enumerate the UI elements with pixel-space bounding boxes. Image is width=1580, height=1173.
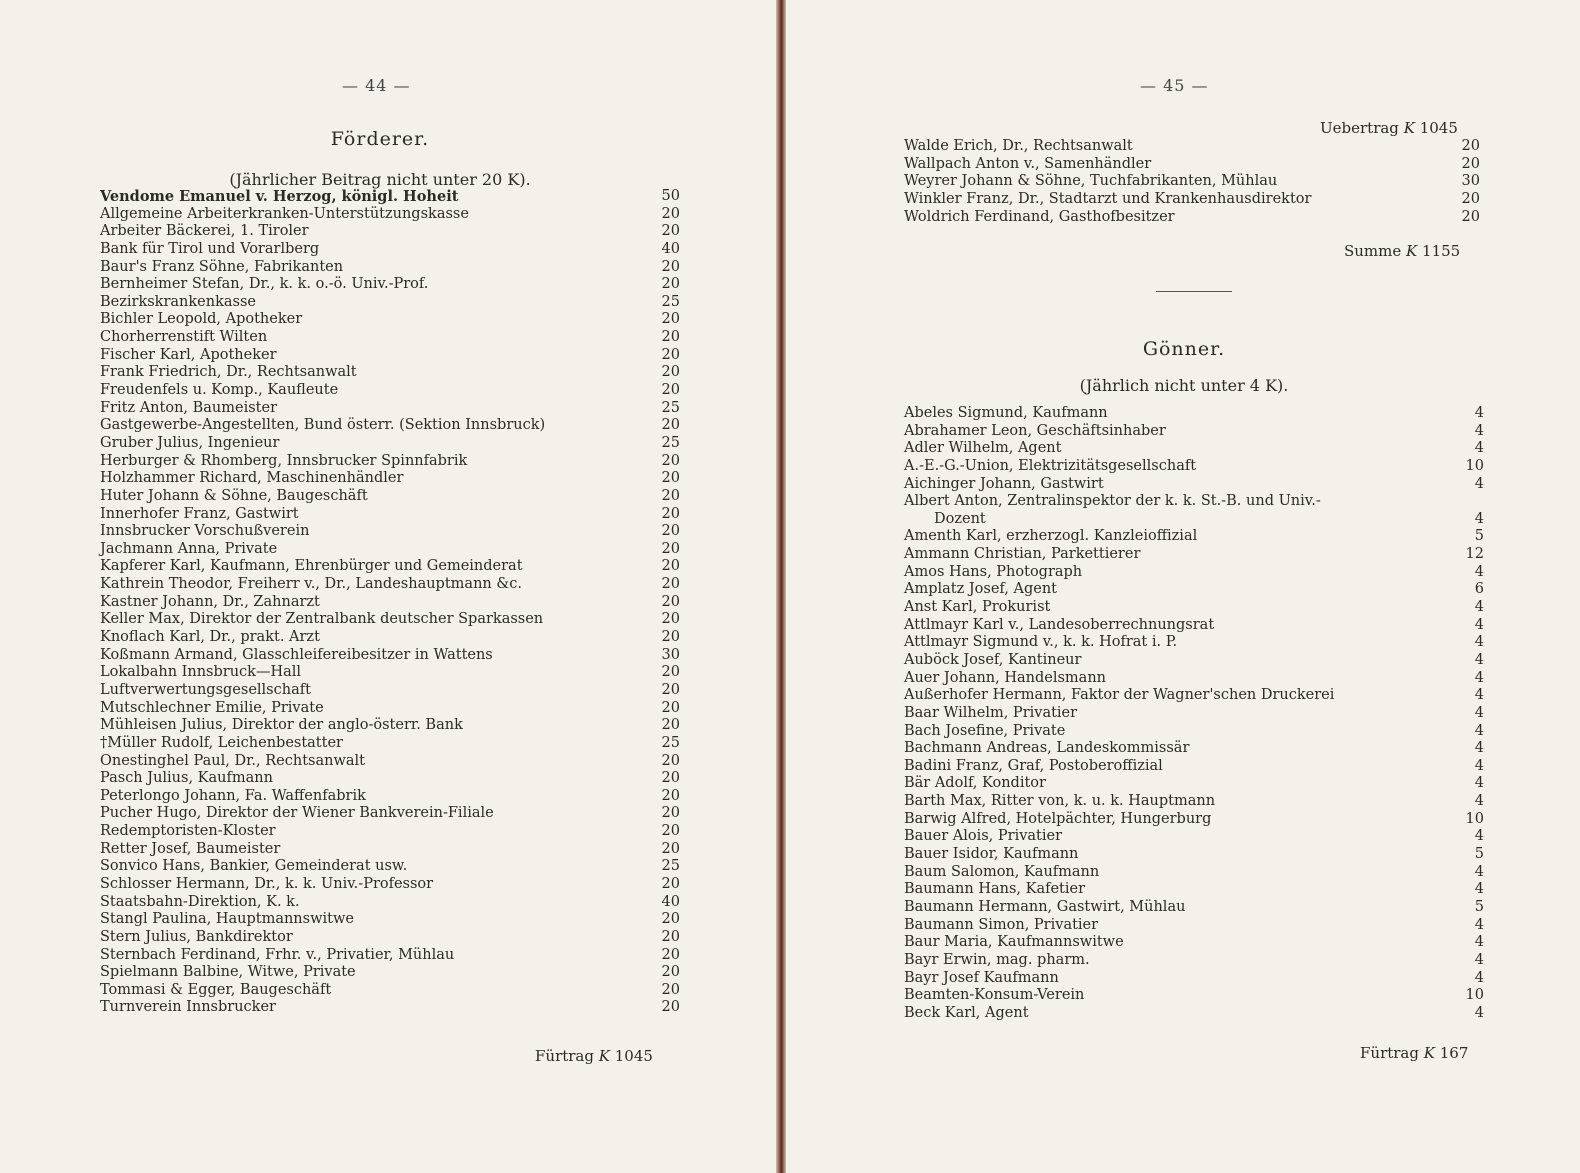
donor-name: Huter Johann & Söhne, Baugeschäft xyxy=(100,487,368,504)
donor-name: Abeles Sigmund, Kaufmann xyxy=(904,405,1108,421)
list-item xyxy=(904,599,1484,617)
list-item xyxy=(904,617,1484,635)
book-gutter xyxy=(776,0,786,1173)
donor-amount: 20 xyxy=(661,452,680,469)
donor-name: Amplatz Josef, Agent xyxy=(904,581,1057,598)
list-item xyxy=(100,682,680,700)
carry-value: 1045 xyxy=(1419,119,1458,137)
footer-currency: K xyxy=(1423,1044,1435,1062)
donor-name: Abrahamer Leon, Geschäftsinhaber xyxy=(904,422,1166,439)
donor-amount: 20 xyxy=(661,875,680,892)
list-item xyxy=(904,775,1484,793)
list-item xyxy=(904,581,1484,599)
donor-name: Luftverwertungsgesellschaft xyxy=(100,681,311,698)
donor-name: Anst Karl, Prokurist xyxy=(904,599,1051,616)
donor-name: Lokalbahn Innsbruck—Hall xyxy=(100,664,302,681)
donor-name: Auböck Josef, Kantineur xyxy=(904,651,1082,668)
donor-name: Adler Wilhelm, Agent xyxy=(904,440,1062,457)
list-item xyxy=(904,156,1480,174)
donor-name: Pucher Hugo, Direktor der Wiener Bankverein-Filiale xyxy=(100,805,494,822)
right-page xyxy=(786,0,1580,1173)
donor-name: Staatsbahn-Direktion, K. k. xyxy=(100,893,300,910)
donor-name: Keller Max, Direktor der Zentralbank deutscher Sparkassen xyxy=(100,611,544,628)
list-item xyxy=(904,458,1484,476)
donor-name: Fischer Karl, Apotheker xyxy=(100,346,277,363)
list-item xyxy=(100,805,680,823)
list-item xyxy=(100,823,680,841)
donor-name: Bichler Leopold, Apotheker xyxy=(100,311,303,328)
donor-amount: 20 xyxy=(661,558,680,575)
donor-amount: 4 xyxy=(1474,510,1484,527)
donor-name: Bachmann Andreas, Landeskommissär xyxy=(904,740,1190,757)
list-item xyxy=(100,188,680,206)
donor-amount: 20 xyxy=(661,523,680,540)
donor-amount: 20 xyxy=(661,981,680,998)
section-divider xyxy=(1156,291,1232,292)
donor-name: Aichinger Johann, Gastwirt xyxy=(904,475,1104,492)
donor-name: Attlmayr Sigmund v., k. k. Hofrat i. P. xyxy=(904,634,1178,651)
list-item xyxy=(100,717,680,735)
section-subtitle-foerderer: (Jährlicher Beitrag nicht unter 20 K). xyxy=(229,170,531,189)
donor-amount: 30 xyxy=(661,646,680,663)
list-item xyxy=(100,276,680,294)
list-item xyxy=(100,576,680,594)
donor-amount: 25 xyxy=(661,858,680,875)
donor-amount: 4 xyxy=(1474,828,1484,845)
list-item xyxy=(904,723,1484,741)
donor-amount: 20 xyxy=(661,611,680,628)
donor-list-foerderer xyxy=(100,188,680,1017)
list-item xyxy=(100,700,680,718)
donor-amount: 4 xyxy=(1474,775,1484,792)
donor-amount: 20 xyxy=(661,911,680,928)
list-item xyxy=(100,259,680,277)
donor-name: Redemptoristen-Kloster xyxy=(100,823,276,840)
list-item xyxy=(100,435,680,453)
donor-amount: 20 xyxy=(661,770,680,787)
donor-name: Attlmayr Karl v., Landesoberrechnungsrat xyxy=(904,616,1215,633)
donor-amount: 4 xyxy=(1474,793,1484,810)
list-item xyxy=(100,664,680,682)
donor-name: Bauer Alois, Privatier xyxy=(904,828,1063,845)
donor-amount: 20 xyxy=(661,417,680,434)
donor-amount: 4 xyxy=(1474,740,1484,757)
list-item xyxy=(100,876,680,894)
section-title-foerderer: Förderer. xyxy=(330,128,430,150)
donor-name: Bayr Josef Kaufmann xyxy=(904,969,1059,986)
list-item xyxy=(100,788,680,806)
donor-name: Bär Adolf, Konditor xyxy=(904,775,1046,792)
donor-name: Spielmann Balbine, Witwe, Private xyxy=(100,964,356,981)
section-sum-summe xyxy=(1344,242,1460,260)
donor-amount: 4 xyxy=(1474,757,1484,774)
list-item xyxy=(904,405,1484,423)
donor-amount: 4 xyxy=(1474,951,1484,968)
donor-name: Winkler Franz, Dr., Stadtarzt und Krankenhausdirektor xyxy=(904,190,1312,207)
list-item xyxy=(904,1005,1484,1023)
list-item xyxy=(100,470,680,488)
donor-name: Pasch Julius, Kaufmann xyxy=(100,770,273,787)
donor-amount: 4 xyxy=(1474,634,1484,651)
donor-name: Schlosser Hermann, Dr., k. k. Univ.-Professor xyxy=(100,875,434,892)
donor-amount: 20 xyxy=(661,664,680,681)
donor-name: Bach Josefine, Private xyxy=(904,722,1066,739)
list-item xyxy=(904,564,1484,582)
list-item xyxy=(904,209,1480,227)
donor-name: Retter Josef, Baumeister xyxy=(100,840,281,857)
donor-name: Bayr Erwin, mag. pharm. xyxy=(904,951,1090,968)
donor-amount: 4 xyxy=(1474,704,1484,721)
carry-label: Uebertrag xyxy=(1320,119,1399,137)
donor-name: Baumann Hermann, Gastwirt, Mühlau xyxy=(904,898,1186,915)
list-item xyxy=(100,999,680,1017)
list-item xyxy=(904,758,1484,776)
donor-amount: 4 xyxy=(1474,599,1484,616)
list-item xyxy=(100,329,680,347)
list-item xyxy=(904,191,1480,209)
donor-amount: 25 xyxy=(661,293,680,310)
list-item xyxy=(100,453,680,471)
list-item xyxy=(904,511,1484,529)
sum-currency: K xyxy=(1406,242,1418,260)
list-item xyxy=(904,899,1484,917)
donor-amount: 20 xyxy=(661,576,680,593)
donor-amount: 20 xyxy=(661,311,680,328)
donor-name: Baumann Simon, Privatier xyxy=(904,916,1099,933)
donor-name: Gastgewerbe-Angestellten, Bund österr. (Sektion Innsbruck) xyxy=(100,417,546,434)
carry-over-uebertrag xyxy=(1320,119,1458,137)
donor-name: Freudenfels u. Komp., Kaufleute xyxy=(100,382,339,399)
donor-name: Weyrer Johann & Söhne, Tuchfabrikanten, Mühlau xyxy=(904,173,1278,190)
donor-amount: 20 xyxy=(661,540,680,557)
donor-name: Bank für Tirol und Vorarlberg xyxy=(100,240,320,257)
list-item xyxy=(904,634,1484,652)
list-item xyxy=(100,894,680,912)
donor-name: Peterlongo Johann, Fa. Waffenfabrik xyxy=(100,787,366,804)
donor-name: Kapferer Karl, Kaufmann, Ehrenbürger und Gemeinderat xyxy=(100,558,523,575)
donor-amount: 20 xyxy=(661,629,680,646)
donor-amount: 10 xyxy=(1465,457,1484,474)
list-item xyxy=(904,934,1484,952)
list-item xyxy=(100,611,680,629)
donor-list-foerderer-continued xyxy=(904,138,1480,226)
donor-amount: 10 xyxy=(1465,810,1484,827)
list-item xyxy=(904,670,1484,688)
donor-amount: 40 xyxy=(661,240,680,257)
donor-name: Innsbrucker Vorschußverein xyxy=(100,523,310,540)
donor-name: Amenth Karl, erzherzogl. Kanzleioffizial xyxy=(904,528,1198,545)
donor-name: Amos Hans, Photograph xyxy=(904,563,1083,580)
donor-name: Badini Franz, Graf, Postoberoffizial xyxy=(904,757,1163,774)
list-item xyxy=(100,911,680,929)
list-item xyxy=(904,740,1484,758)
list-item xyxy=(904,864,1484,882)
list-item xyxy=(100,241,680,259)
donor-name: Mühleisen Julius, Direktor der anglo-österr. Bank xyxy=(100,717,463,734)
list-item xyxy=(100,558,680,576)
donor-amount: 20 xyxy=(661,258,680,275)
donor-name: Baum Salomon, Kaufmann xyxy=(904,863,1100,880)
donor-amount: 20 xyxy=(661,964,680,981)
donor-amount: 20 xyxy=(661,329,680,346)
donor-amount: 20 xyxy=(661,593,680,610)
list-item xyxy=(100,770,680,788)
donor-name: Holzhammer Richard, Maschinenhändler xyxy=(100,470,404,487)
donor-amount: 20 xyxy=(661,382,680,399)
donor-amount: 20 xyxy=(661,805,680,822)
list-item xyxy=(100,347,680,365)
list-item xyxy=(100,735,680,753)
donor-name: Vendome Emanuel v. Herzog, königl. Hoheit xyxy=(100,188,459,205)
donor-name: Außerhofer Hermann, Faktor der Wagner'schen Druckerei xyxy=(904,687,1335,704)
list-item xyxy=(100,400,680,418)
list-item xyxy=(100,294,680,312)
list-item xyxy=(100,311,680,329)
donor-amount: 20 xyxy=(661,840,680,857)
donor-amount: 5 xyxy=(1474,846,1484,863)
list-item xyxy=(100,929,680,947)
donor-amount: 4 xyxy=(1474,934,1484,951)
list-item xyxy=(100,382,680,400)
donor-name: Kathrein Theodor, Freiherr v., Dr., Landeshauptmann &c. xyxy=(100,576,522,593)
footer-label: Fürtrag xyxy=(535,1047,594,1065)
list-item xyxy=(904,705,1484,723)
list-item xyxy=(904,173,1480,191)
donor-amount: 4 xyxy=(1474,881,1484,898)
footer-value: 1045 xyxy=(614,1047,653,1065)
donor-name: Tommasi & Egger, Baugeschäft xyxy=(100,981,332,998)
donor-list-goenner xyxy=(904,405,1484,1022)
donor-amount: 10 xyxy=(1465,987,1484,1004)
list-item xyxy=(100,541,680,559)
donor-amount: 20 xyxy=(661,681,680,698)
donor-name: Onestinghel Paul, Dr., Rechtsanwalt xyxy=(100,752,365,769)
list-item xyxy=(904,687,1484,705)
donor-name: Barwig Alfred, Hotelpächter, Hungerburg xyxy=(904,810,1212,827)
donor-amount: 20 xyxy=(661,205,680,222)
list-item xyxy=(904,811,1484,829)
list-item xyxy=(100,206,680,224)
donor-name: Stangl Paulina, Hauptmannswitwe xyxy=(100,911,354,928)
donor-amount: 25 xyxy=(661,734,680,751)
donor-amount: 20 xyxy=(661,699,680,716)
donor-name: Arbeiter Bäckerei, 1. Tiroler xyxy=(100,223,309,240)
donor-amount: 4 xyxy=(1474,687,1484,704)
donor-amount: 20 xyxy=(661,346,680,363)
donor-name: Beamten-Konsum-Verein xyxy=(904,987,1085,1004)
section-title-goenner: Gönner. xyxy=(1142,338,1226,360)
list-item xyxy=(904,952,1484,970)
page-number-44: — 44 — xyxy=(342,76,411,95)
donor-amount: 25 xyxy=(661,434,680,451)
sum-value: 1155 xyxy=(1422,242,1461,260)
donor-amount: 20 xyxy=(661,364,680,381)
donor-name: Walde Erich, Dr., Rechtsanwalt xyxy=(904,138,1133,154)
donor-name: Sonvico Hans, Bankier, Gemeinderat usw. xyxy=(100,858,408,875)
donor-name: Auer Johann, Handelsmann xyxy=(904,669,1106,686)
donor-amount: 20 xyxy=(661,787,680,804)
donor-name: Albert Anton, Zentralinspektor der k. k. St.-B. und Univ.- xyxy=(904,493,1321,510)
donor-amount: 20 xyxy=(661,276,680,293)
donor-amount: 4 xyxy=(1474,651,1484,668)
list-item xyxy=(904,546,1484,564)
donor-name: Baumann Hans, Kafetier xyxy=(904,881,1086,898)
donor-name: Herburger & Rhomberg, Innsbrucker Spinnfabrik xyxy=(100,452,468,469)
donor-name: Bezirkskrankenkasse xyxy=(100,293,256,310)
donor-amount: 20 xyxy=(661,223,680,240)
page-number-45: — 45 — xyxy=(1140,76,1209,95)
sum-label: Summe xyxy=(1344,242,1402,260)
footer-label: Fürtrag xyxy=(1360,1044,1419,1062)
carry-currency: K xyxy=(1403,119,1415,137)
donor-amount: 4 xyxy=(1474,563,1484,580)
list-item xyxy=(904,440,1484,458)
list-item xyxy=(100,364,680,382)
donor-amount: 4 xyxy=(1474,440,1484,457)
donor-name: Sternbach Ferdinand, Frhr. v., Privatier, Mühlau xyxy=(100,946,455,963)
donor-name: Dozent xyxy=(934,510,986,527)
donor-name: Barth Max, Ritter von, k. u. k. Hauptmann xyxy=(904,793,1216,810)
donor-amount: 4 xyxy=(1474,722,1484,739)
list-item xyxy=(100,629,680,647)
donor-name: Allgemeine Arbeiterkranken-Unterstützungskasse xyxy=(100,205,469,222)
list-item xyxy=(100,647,680,665)
donor-name: Turnverein Innsbrucker xyxy=(100,999,276,1016)
donor-amount: 20 xyxy=(1461,208,1480,225)
donor-amount: 4 xyxy=(1474,475,1484,492)
donor-name: Bernheimer Stefan, Dr., k. k. o.-ö. Univ.-Prof. xyxy=(100,276,429,293)
donor-name: Baur's Franz Söhne, Fabrikanten xyxy=(100,258,344,275)
list-item xyxy=(100,964,680,982)
list-item xyxy=(904,917,1484,935)
donor-amount: 6 xyxy=(1474,581,1484,598)
list-item xyxy=(100,488,680,506)
donor-name: Fritz Anton, Baumeister xyxy=(100,399,278,416)
donor-amount: 20 xyxy=(661,717,680,734)
donor-amount: 20 xyxy=(661,928,680,945)
list-item xyxy=(904,793,1484,811)
donor-amount: 4 xyxy=(1474,422,1484,439)
list-item xyxy=(904,493,1484,511)
donor-name: A.-E.-G.-Union, Elektrizitätsgesellschaft xyxy=(904,457,1197,474)
donor-name: Wallpach Anton v., Samenhändler xyxy=(904,155,1152,172)
donor-name: Frank Friedrich, Dr., Rechtsanwalt xyxy=(100,364,357,381)
donor-amount: 4 xyxy=(1474,616,1484,633)
donor-amount: 4 xyxy=(1474,669,1484,686)
donor-amount: 40 xyxy=(661,893,680,910)
donor-name: Mutschlechner Emilie, Private xyxy=(100,699,324,716)
footer-currency: K xyxy=(598,1047,610,1065)
donor-amount: 12 xyxy=(1465,546,1484,563)
list-item xyxy=(100,523,680,541)
list-item xyxy=(904,881,1484,899)
list-item xyxy=(904,652,1484,670)
donor-name: Knoflach Karl, Dr., prakt. Arzt xyxy=(100,629,320,646)
footer-value: 167 xyxy=(1439,1044,1469,1062)
donor-amount: 4 xyxy=(1474,863,1484,880)
page-footer-fuertrag xyxy=(535,1047,653,1065)
list-item xyxy=(904,476,1484,494)
donor-amount: 5 xyxy=(1474,528,1484,545)
donor-amount: 20 xyxy=(661,823,680,840)
donor-name: Chorherrenstift Wilten xyxy=(100,329,268,346)
left-page xyxy=(0,0,776,1173)
list-item xyxy=(100,506,680,524)
donor-amount: 50 xyxy=(661,188,680,204)
list-item xyxy=(904,846,1484,864)
donor-amount: 20 xyxy=(1461,190,1480,207)
donor-amount: 4 xyxy=(1474,405,1484,421)
page-footer-fuertrag-right xyxy=(1360,1044,1468,1062)
donor-amount: 20 xyxy=(1461,138,1480,154)
donor-name: †Müller Rudolf, Leichenbestatter xyxy=(100,734,343,751)
list-item xyxy=(100,594,680,612)
donor-amount: 20 xyxy=(1461,155,1480,172)
donor-amount: 30 xyxy=(1461,173,1480,190)
donor-name: Innerhofer Franz, Gastwirt xyxy=(100,505,299,522)
donor-name: Ammann Christian, Parkettierer xyxy=(904,546,1141,563)
list-item xyxy=(100,841,680,859)
list-item xyxy=(100,223,680,241)
list-item xyxy=(904,528,1484,546)
list-item xyxy=(904,987,1484,1005)
donor-amount: 5 xyxy=(1474,898,1484,915)
donor-name: Gruber Julius, Ingenieur xyxy=(100,434,280,451)
list-item xyxy=(904,138,1480,156)
list-item xyxy=(100,858,680,876)
list-item xyxy=(100,417,680,435)
donor-amount: 20 xyxy=(661,752,680,769)
donor-amount: 20 xyxy=(661,487,680,504)
list-item xyxy=(904,423,1484,441)
donor-name: Bauer Isidor, Kaufmann xyxy=(904,846,1079,863)
donor-name: Jachmann Anna, Private xyxy=(100,540,278,557)
donor-name: Woldrich Ferdinand, Gasthofbesitzer xyxy=(904,208,1175,225)
donor-amount: 20 xyxy=(661,470,680,487)
donor-name: Kastner Johann, Dr., Zahnarzt xyxy=(100,593,320,610)
donor-amount: 4 xyxy=(1474,1004,1484,1021)
donor-name: Koßmann Armand, Glasschleifereibesitzer in Wattens xyxy=(100,646,493,663)
donor-amount: 20 xyxy=(661,999,680,1016)
donor-amount: 25 xyxy=(661,399,680,416)
donor-amount: 4 xyxy=(1474,969,1484,986)
donor-name: Beck Karl, Agent xyxy=(904,1004,1029,1021)
list-item xyxy=(100,982,680,1000)
donor-name: Baar Wilhelm, Privatier xyxy=(904,704,1078,721)
list-item xyxy=(904,828,1484,846)
list-item xyxy=(100,947,680,965)
section-subtitle-goenner: (Jährlich nicht unter 4 K). xyxy=(1079,376,1289,395)
donor-amount: 20 xyxy=(661,946,680,963)
donor-amount: 20 xyxy=(661,505,680,522)
donor-name: Stern Julius, Bankdirektor xyxy=(100,928,293,945)
donor-amount: 4 xyxy=(1474,916,1484,933)
donor-name: Baur Maria, Kaufmannswitwe xyxy=(904,934,1124,951)
list-item xyxy=(904,970,1484,988)
list-item xyxy=(100,753,680,771)
